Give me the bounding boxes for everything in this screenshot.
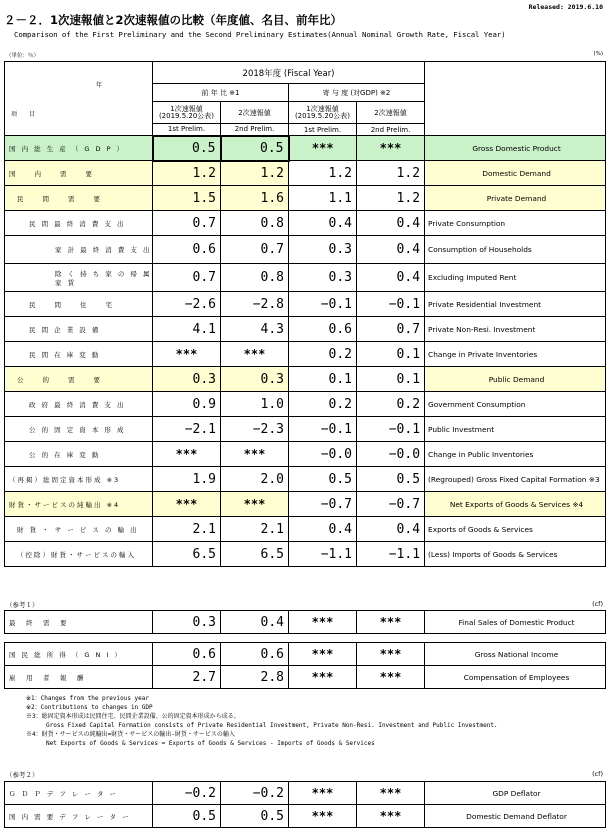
ref2-row-label: 国 内 需 要 デ フ レ ー タ ー <box>5 805 153 828</box>
data-row-value-1: 4.1 <box>153 317 221 342</box>
ref1-cf: (cf) <box>592 600 603 608</box>
ref1-row-label: 雇 用 者 報 酬 <box>5 666 153 689</box>
data-row <box>5 542 606 567</box>
data-row-label: 民 間 企 業 設 備 <box>5 317 153 342</box>
data-row-en-label: (Regrouped) Gross Fixed Capital Formation ※3 <box>425 467 606 492</box>
data-row-value-4: 0.1 <box>357 367 425 392</box>
ref2-label: （参考２） <box>6 771 39 779</box>
ref2-row-value-4: *** <box>357 782 425 805</box>
header-en-blank <box>425 62 606 136</box>
data-row-label: 民 間 最 終 消 費 支 出 <box>5 211 153 236</box>
data-row <box>5 342 606 367</box>
data-row-value-3: 1.2 <box>289 161 357 186</box>
data-row-value-4: 0.4 <box>357 517 425 542</box>
data-row-value-3: 0.1 <box>289 367 357 392</box>
data-row <box>5 367 606 392</box>
data-row-value-2: 1.6 <box>221 186 289 211</box>
data-row-en-label: Public Investment <box>425 417 606 442</box>
ref1-row-value-4: *** <box>357 611 425 634</box>
data-row-label: （再掲）総固定資本形成 ※3 <box>5 467 153 492</box>
data-row-value-4: *** <box>357 136 425 161</box>
ref1-row-value-3: *** <box>289 643 357 666</box>
ref2-row <box>5 805 606 828</box>
ref2-row-label: Ｇ Ｄ Ｐ デ フ レ ー タ ー <box>5 782 153 805</box>
ref1-row-value-3: *** <box>289 611 357 634</box>
header-prelim-2: 2nd Prelim. <box>221 124 289 136</box>
page-title: ２－２．1次速報値と2次速報値の比較（年度値、名目、前年比） <box>4 13 342 27</box>
ref1-row-en-label: Gross National Income <box>425 643 606 666</box>
header-col-4: 2次速報値 <box>357 102 425 124</box>
data-row-value-3: −0.1 <box>289 292 357 317</box>
data-row <box>5 392 606 417</box>
data-row-value-4: −0.0 <box>357 442 425 467</box>
data-row-value-2: 1.2 <box>221 161 289 186</box>
data-row-value-3: 0.4 <box>289 211 357 236</box>
data-row-value-3: −0.0 <box>289 442 357 467</box>
data-row-value-3: 1.1 <box>289 186 357 211</box>
data-row-value-2: 4.3 <box>221 317 289 342</box>
data-row-value-1: 1.5 <box>153 186 221 211</box>
header-col-1: 1次速報値 (2019.5.20公表) <box>153 102 221 124</box>
data-row-value-3: 0.6 <box>289 317 357 342</box>
data-row-value-3: −0.7 <box>289 492 357 517</box>
data-row-value-1: 2.1 <box>153 517 221 542</box>
data-row-value-1: *** <box>153 342 221 367</box>
data-row-en-label: (Less) Imports of Goods & Services <box>425 542 606 567</box>
data-row-value-3: 0.2 <box>289 342 357 367</box>
header-fiscal-year: 2018年度 (Fiscal Year) <box>153 62 425 84</box>
ref2-row <box>5 782 606 805</box>
data-row <box>5 264 606 292</box>
data-row-label: 公 的 在 庫 変 動 <box>5 442 153 467</box>
header-prelim-4: 2nd Prelim. <box>357 124 425 136</box>
data-row-value-2: 2.0 <box>221 467 289 492</box>
data-row-label: 家 計 最 終 消 費 支 出 <box>5 236 153 264</box>
data-row <box>5 211 606 236</box>
ref1-spacer <box>5 634 606 643</box>
ref1-row-value-1: 0.6 <box>153 643 221 666</box>
ref2-row-value-3: *** <box>289 782 357 805</box>
ref1-row-value-3: *** <box>289 666 357 689</box>
data-row <box>5 467 606 492</box>
data-row <box>5 442 606 467</box>
data-row-value-2: *** <box>221 342 289 367</box>
data-row-value-3: 0.4 <box>289 517 357 542</box>
data-row-en-label: Private Residential Investment <box>425 292 606 317</box>
ref1-row-value-2: 0.4 <box>221 611 289 634</box>
data-row-label: 政 府 最 終 消 費 支 出 <box>5 392 153 417</box>
data-row <box>5 517 606 542</box>
ref1-row-value-4: *** <box>357 666 425 689</box>
ref2-cf: (cf) <box>592 770 603 778</box>
data-row-label: 除 く 持 ち 家 の 帰 属 家 賃 <box>5 264 153 292</box>
data-row-value-1: −2.6 <box>153 292 221 317</box>
data-row-en-label: Change in Public Inventories <box>425 442 606 467</box>
data-row <box>5 492 606 517</box>
data-row-value-4: 0.4 <box>357 264 425 292</box>
data-row-value-4: −1.1 <box>357 542 425 567</box>
data-row-en-label: Domestic Demand <box>425 161 606 186</box>
data-row-en-label: Change in Private Inventories <box>425 342 606 367</box>
data-row-value-4: 0.5 <box>357 467 425 492</box>
data-row-label: 民 間 住 宅 <box>5 292 153 317</box>
data-row-en-label: Excluding Imputed Rent <box>425 264 606 292</box>
ref2-row-value-4: *** <box>357 805 425 828</box>
data-row-label: 民 間 在 庫 変 動 <box>5 342 153 367</box>
data-row-value-2: 0.8 <box>221 264 289 292</box>
data-row-en-label: Government Consumption <box>425 392 606 417</box>
data-row-value-2: 6.5 <box>221 542 289 567</box>
header-group-contribution: 寄 与 度 (対GDP) ※2 <box>289 84 425 102</box>
data-row-value-2: *** <box>221 442 289 467</box>
ref1-row-en-label: Final Sales of Domestic Product <box>425 611 606 634</box>
unit-label: （単位：％） <box>6 53 40 59</box>
data-row-value-3: 0.2 <box>289 392 357 417</box>
data-row <box>5 417 606 442</box>
data-row-value-1: 0.7 <box>153 264 221 292</box>
ref1-label: （参考１） <box>6 601 39 609</box>
data-row-value-2: 2.1 <box>221 517 289 542</box>
data-row-value-1: −2.1 <box>153 417 221 442</box>
ref1-row-value-1: 2.7 <box>153 666 221 689</box>
data-row-en-label: Private Consumption <box>425 211 606 236</box>
ref2-row-en-label: GDP Deflator <box>425 782 606 805</box>
ref1-row-value-1: 0.3 <box>153 611 221 634</box>
data-row-value-4: −0.1 <box>357 417 425 442</box>
data-row <box>5 317 606 342</box>
data-row-value-1: *** <box>153 492 221 517</box>
data-row-en-label: Gross Domestic Product <box>425 136 606 161</box>
data-row <box>5 292 606 317</box>
data-row-value-4: −0.7 <box>357 492 425 517</box>
data-row-value-2: −2.8 <box>221 292 289 317</box>
ref2-row-en-label: Domestic Demand Deflator <box>425 805 606 828</box>
ref2-row-value-2: 0.5 <box>221 805 289 828</box>
ref1-row-value-4: *** <box>357 643 425 666</box>
ref2-row-value-2: −0.2 <box>221 782 289 805</box>
data-row-value-4: 0.2 <box>357 392 425 417</box>
header-prelim-1: 1st Prelim. <box>153 124 221 136</box>
release-date: Released: 2019.6.10 <box>528 3 603 11</box>
data-row-value-2: *** <box>221 492 289 517</box>
data-row-value-2: 0.3 <box>221 367 289 392</box>
data-row-label: 国 内 総 生 産 （ G D P ） <box>5 136 153 161</box>
header-col-2: 2次速報値 <box>221 102 289 124</box>
data-row-label: 財貨・サービスの純輸出 ※4 <box>5 492 153 517</box>
ref2-row-value-3: *** <box>289 805 357 828</box>
header-col-3: 1次速報値 (2019.5.20公表) <box>289 102 357 124</box>
data-row-value-4: 0.4 <box>357 236 425 264</box>
data-row-value-2: 0.8 <box>221 211 289 236</box>
data-row <box>5 236 606 264</box>
data-row-value-3: 0.3 <box>289 236 357 264</box>
data-row <box>5 186 606 211</box>
data-row-value-3: 0.5 <box>289 467 357 492</box>
ref1-row <box>5 643 606 666</box>
data-row-label: 公 的 固 定 資 本 形 成 <box>5 417 153 442</box>
header-item: 年 項 目 <box>5 62 153 136</box>
data-row-value-4: 0.1 <box>357 342 425 367</box>
data-row-en-label: Net Exports of Goods & Services ※4 <box>425 492 606 517</box>
data-row-value-3: 0.3 <box>289 264 357 292</box>
ref1-row-value-2: 2.8 <box>221 666 289 689</box>
data-row-value-2: −2.3 <box>221 417 289 442</box>
unit-label-en: (%) <box>593 51 603 57</box>
data-row-value-2: 0.5 <box>221 136 289 161</box>
data-row-value-2: 1.0 <box>221 392 289 417</box>
data-row-value-4: −0.1 <box>357 292 425 317</box>
data-row-value-1: 1.9 <box>153 467 221 492</box>
ref1-table <box>4 610 606 689</box>
header-prelim-3: 1st Prelim. <box>289 124 357 136</box>
ref1-row <box>5 611 606 634</box>
data-row-label: 公 的 需 要 <box>5 367 153 392</box>
data-row-value-4: 0.7 <box>357 317 425 342</box>
data-row-value-1: 0.5 <box>153 136 221 161</box>
comparison-table <box>4 61 606 567</box>
data-row-label: 民 間 需 要 <box>5 186 153 211</box>
data-row-en-label: Consumption of Households <box>425 236 606 264</box>
page-subtitle: Comparison of the First Preliminary and the Second Preliminary Estimates(Annual Nominal Growth Rate, Fiscal Year) <box>14 30 506 39</box>
data-row-value-1: *** <box>153 442 221 467</box>
ref1-row-label: 最 終 需 要 <box>5 611 153 634</box>
data-row <box>5 161 606 186</box>
data-row-value-4: 0.4 <box>357 211 425 236</box>
data-row-en-label: Public Demand <box>425 367 606 392</box>
ref1-row-value-2: 0.6 <box>221 643 289 666</box>
data-row-value-3: *** <box>289 136 357 161</box>
data-row-value-3: −1.1 <box>289 542 357 567</box>
data-row-en-label: Private Demand <box>425 186 606 211</box>
ref1-row <box>5 666 606 689</box>
data-row-value-1: 1.2 <box>153 161 221 186</box>
data-row-label: 国 内 需 要 <box>5 161 153 186</box>
data-row-value-4: 1.2 <box>357 161 425 186</box>
footnotes: ※1：Changes from the previous year ※2：Contributions to changes in GDP ※3：総固定資本形成は民間住宅、民間企業設備、公的固定資本形成から成る。 Gross Fixed Capital Formation consists of Private Residential Investment, Private Non-Resi. Investment and Public Investment. ※4：財貨・サービスの純輸出=財貨・サービスの輸出-財貨・サービスの輸入 Net Exports of Goods & Services = Exports of Goods & Services - Imports of Goods & Services <box>26 695 498 747</box>
header-group-growth: 前 年 比 ※1 <box>153 84 289 102</box>
data-row <box>5 136 606 161</box>
ref1-row-en-label: Compensation of Employees <box>425 666 606 689</box>
ref2-row-value-1: 0.5 <box>153 805 221 828</box>
ref2-table <box>4 781 606 828</box>
data-row-label: 財 貨 ・ サ ー ビ ス の 輸 出 <box>5 517 153 542</box>
data-row-label: （控除）財貨・サービスの輸入 <box>5 542 153 567</box>
ref1-row-label: 国 民 総 所 得 （ G N I ） <box>5 643 153 666</box>
data-row-en-label: Private Non-Resi. Investment <box>425 317 606 342</box>
data-row-value-1: 0.6 <box>153 236 221 264</box>
data-row-value-2: 0.7 <box>221 236 289 264</box>
data-row-value-1: 0.3 <box>153 367 221 392</box>
data-row-en-label: Exports of Goods & Services <box>425 517 606 542</box>
data-row-value-1: 0.7 <box>153 211 221 236</box>
data-row-value-3: −0.1 <box>289 417 357 442</box>
data-row-value-1: 0.9 <box>153 392 221 417</box>
data-row-value-4: 1.2 <box>357 186 425 211</box>
data-row-value-1: 6.5 <box>153 542 221 567</box>
ref2-row-value-1: −0.2 <box>153 782 221 805</box>
